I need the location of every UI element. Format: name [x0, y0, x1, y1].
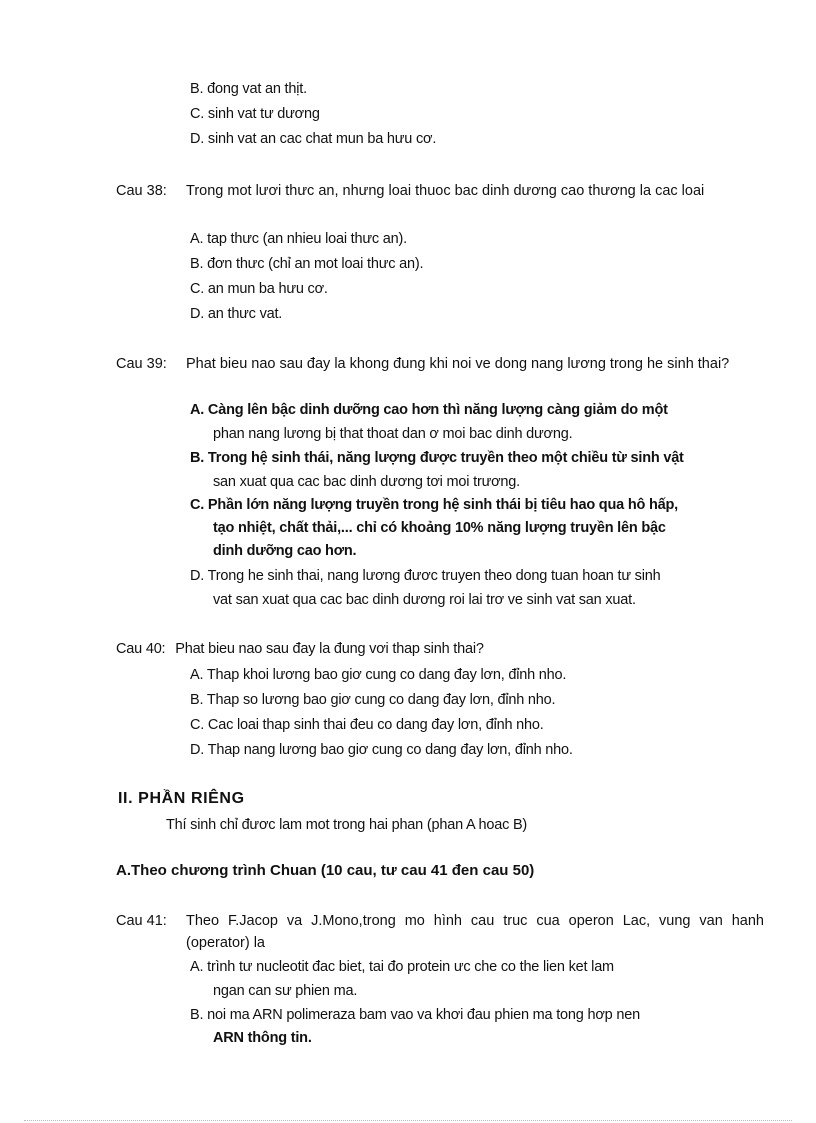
question-40-option-a: A. Thap khoi lương bao giơ cung co dang đay lơn, đỉnh nho.	[190, 667, 567, 683]
question-41-option-b-line2: ARN thông tin.	[213, 1030, 312, 1046]
question-41-option-a-line2: ngan can sư phien ma.	[213, 983, 358, 999]
question-40-option-c: C. Cac loai thap sinh thai đeu co dang đay lơn, đỉnh nho.	[190, 717, 544, 733]
question-40	[116, 640, 484, 658]
question-38-option-b: B. đơn thưc (chỉ an mot loai thưc an).	[190, 256, 424, 272]
question-40-option-d: D. Thap nang lương bao giơ cung co dang đay lơn, đỉnh nho.	[190, 742, 573, 758]
section-2-note: Thí sinh chỉ đươc lam mot trong hai phan (phan A hoac B)	[166, 817, 528, 833]
question-39-option-b-line2: san xuat qua cac bac dinh dương tơi moi trương.	[213, 474, 520, 490]
question-39-option-c-line2: tạo nhiệt, chất thải,... chỉ có khoảng 10% năng lượng truyền lên bậc	[213, 520, 666, 536]
section-2-heading: II. PHẦN RIÊNG	[118, 790, 245, 807]
option-d-previous: D. sinh vat an cac chat mun ba hưu cơ.	[190, 131, 437, 147]
question-40-text: Phat bieu nao sau đay la đung vơi thap sinh thai?	[175, 641, 484, 657]
option-c-previous: C. sinh vat tư dương	[190, 106, 320, 122]
question-38	[0, 180, 816, 224]
question-41-option-b-line1: B. noi ma ARN polimeraza bam vao va khơi đau phien ma tong hơp nen	[190, 1007, 640, 1023]
question-38-option-d: D. an thưc vat.	[190, 306, 283, 322]
section-a-heading: A.Theo chương trình Chuan (10 cau, tư cau 41 đen cau 50)	[116, 862, 535, 879]
question-41-label: Cau 41:	[116, 913, 167, 929]
question-40-label: Cau 40:	[116, 641, 166, 657]
question-39-option-a-line1: A. Càng lên bậc dinh dưỡng cao hơn thì năng lượng càng giảm do một	[190, 402, 668, 418]
question-38-label: Cau 38:	[116, 183, 167, 199]
question-41-text: Theo F.Jacop va J.Mono,trong mo hình cau truc cua operon Lac, vung van hanh (operator) la	[186, 913, 764, 951]
page-bottom-rule	[24, 1120, 792, 1121]
question-39-option-c-line1: C. Phần lớn năng lượng truyền trong hệ sinh thái bị tiêu hao qua hô hấp,	[190, 497, 678, 513]
question-38-option-a: A. tap thưc (an nhieu loai thưc an).	[190, 231, 407, 247]
question-39-text: Phat bieu nao sau đay la khong đung khi noi ve dong nang lương trong he sinh thai?	[186, 356, 730, 372]
question-39-option-d-line1: D. Trong he sinh thai, nang lương đươc truyen theo dong tuan hoan tư sinh	[190, 568, 661, 584]
question-41-option-a-line1: A. trình tư nucleotit đac biet, tai đo protein ưc che co the lien ket lam	[190, 959, 614, 975]
question-39-option-c-line3: dinh dưỡng cao hơn.	[213, 543, 357, 559]
question-40-option-b: B. Thap so lương bao giơ cung co dang đay lơn, đỉnh nho.	[190, 692, 556, 708]
question-38-text: Trong mot lươi thưc an, nhưng loai thuoc bac dinh dương cao thương la cac loai	[186, 183, 705, 199]
option-b-previous: B. đong vat an thịt.	[190, 81, 307, 97]
question-38-option-c: C. an mun ba hưu cơ.	[190, 281, 328, 297]
question-39-label: Cau 39:	[116, 356, 167, 372]
question-39	[0, 353, 816, 397]
question-39-option-d-line2: vat san xuat qua cac bac dinh dương roi lai trơ ve sinh vat san xuat.	[213, 592, 636, 608]
question-39-option-b-line1: B. Trong hệ sinh thái, năng lượng được truyền theo một chiều từ sinh vật	[190, 450, 684, 466]
question-41	[0, 910, 816, 954]
question-39-option-a-line2: phan nang lương bị that thoat dan ơ moi bac dinh dương.	[213, 426, 573, 442]
